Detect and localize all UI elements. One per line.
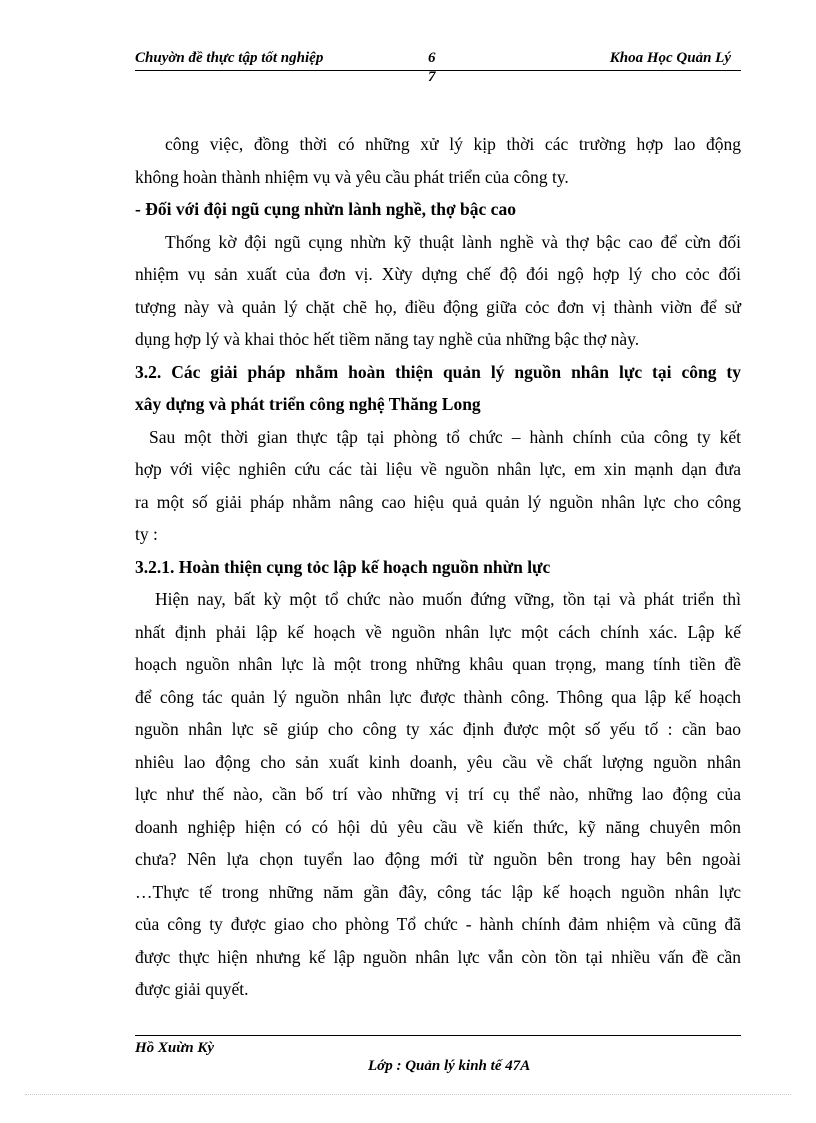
header-title: Chuyờn đề thực tập tốt nghiệp bbox=[135, 50, 324, 66]
paragraph-line: Hiện nay, bất kỳ một tổ chức nào muốn đứng vững, tồn tại và phát triển thì bbox=[155, 589, 741, 609]
paragraph-line: dụng hợp lý và khai thỏc hết tiềm năng tay nghề của những bậc thợ này. bbox=[135, 329, 640, 349]
paragraph-line: Thống kờ đội ngũ cụng nhừn kỹ thuật lành nghề và thợ bậc cao để cừn đối bbox=[165, 231, 741, 252]
paragraph-line: nhất định phải lập kế hoạch về nguồn nhân lực một cách chính xác. Lập kế bbox=[135, 621, 741, 642]
section-heading: xây dựng và phát triển công nghệ Thăng Long bbox=[135, 394, 481, 414]
paragraph-line: nhiêu lao động cho sản xuất kinh doanh, yêu cầu về chất lượng nguồn nhân bbox=[135, 751, 741, 772]
paragraph-line: của công ty được giao cho phòng Tổ chức - hành chính đảm nhiệm và cũng đã bbox=[135, 914, 741, 934]
paragraph-line: Sau một thời gian thực tập tại phòng tổ chức – hành chính của công ty kết bbox=[149, 426, 741, 447]
document-body bbox=[135, 128, 741, 1006]
footer-divider bbox=[135, 1035, 741, 1036]
paragraph-line: được giải quyết. bbox=[135, 979, 249, 999]
paragraph-line: công việc, đồng thời có những xử lý kịp thời các trường hợp lao động bbox=[165, 134, 741, 154]
bullet-heading: - Đối với đội ngũ cụng nhừn lành nghề, thợ bậc cao bbox=[135, 199, 516, 219]
paragraph-line: ty : bbox=[135, 524, 158, 544]
paragraph-line: không hoàn thành nhiệm vụ và yêu cầu phát triển của công ty. bbox=[135, 166, 569, 187]
page-edge-divider bbox=[25, 1094, 791, 1095]
subsection-heading: 3.2.1. Hoàn thiện cụng tỏc lập kế hoạch nguồn nhừn lực bbox=[135, 556, 551, 577]
paragraph-line: chưa? Nên lựa chọn tuyển lao động mới từ nguồn bên trong hay bên ngoài bbox=[135, 849, 741, 869]
footer-class: Lớp : Quản lý kinh tế 47A bbox=[368, 1058, 531, 1074]
paragraph-line: nguồn nhân lực sẽ giúp cho công ty xác định được một số yếu tố : cần bao bbox=[135, 719, 741, 739]
header-department: Khoa Học Quản Lý bbox=[609, 50, 731, 66]
header-page-number: 6 bbox=[428, 50, 436, 66]
paragraph-line: hợp với việc nghiên cứu các tài liệu về nguồn nhân lực, em xin mạnh dạn đưa bbox=[135, 459, 741, 479]
paragraph-line: lực như thế nào, cần bố trí vào những vị trí cụ thể nào, những lao động của bbox=[135, 784, 741, 804]
paragraph-line: được thực hiện nhưng kế lập nguồn nhân lực vẫn còn tồn tại nhiều vấn đề cần bbox=[135, 946, 741, 967]
paragraph-line: doanh nghiệp hiện có có hội dủ yêu cầu về kiến thức, kỹ năng chuyên môn bbox=[135, 816, 741, 837]
section-heading: 3.2. Các giải pháp nhằm hoàn thiện quản lý nguồn nhân lực tại công ty bbox=[135, 361, 741, 382]
paragraph-line: ra một số giải pháp nhằm nâng cao hiệu quả quản lý nguồn nhân lực cho công bbox=[135, 491, 741, 512]
paragraph-line: tượng này và quản lý chặt chẽ họ, điều động giữa cỏc đơn vị thành viờn để sử bbox=[135, 296, 741, 317]
paragraph-line: hoạch nguồn nhân lực là một trong những khâu quan trọng, mang tính tiền đề bbox=[135, 654, 741, 674]
header-page-number-continued: 7 bbox=[428, 69, 436, 85]
paragraph-line: nhiệm vụ sản xuất của đơn vị. Xừy dựng chế độ đói ngộ hợp lý cho cỏc đối bbox=[135, 264, 741, 284]
page-header bbox=[135, 48, 741, 71]
paragraph-line: …Thực tế trong những năm gần đây, công tác lập kế hoạch nguồn nhân lực bbox=[135, 881, 741, 902]
paragraph-line: để công tác quản lý nguồn nhân lực được thành công. Thông qua lập kế hoạch bbox=[135, 686, 741, 707]
footer-author: Hồ Xuừn Kỳ bbox=[135, 1040, 215, 1056]
